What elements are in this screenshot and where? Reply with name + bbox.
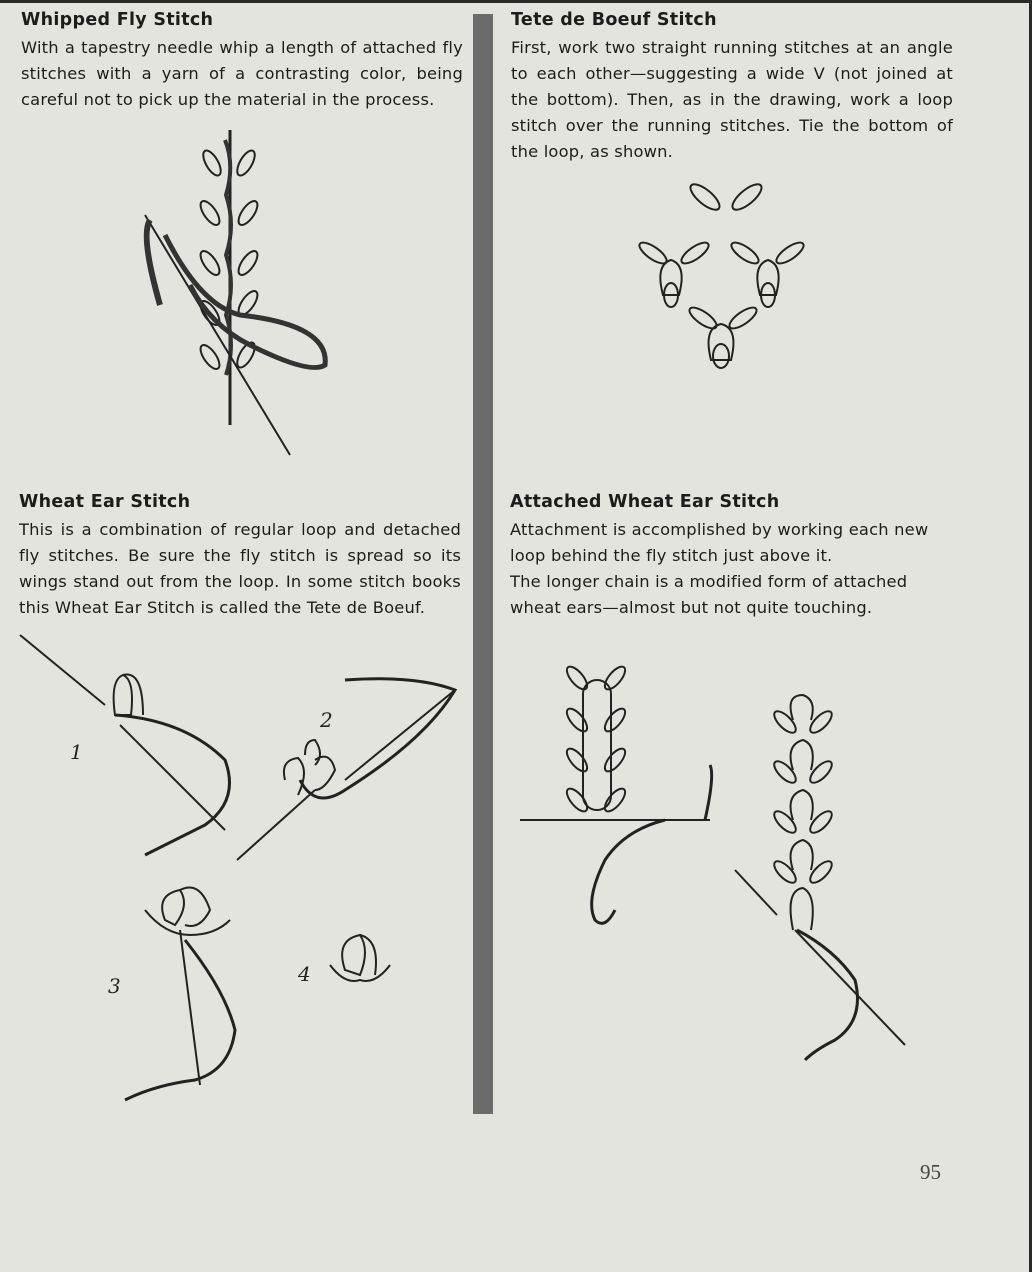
step-number: 4	[298, 962, 311, 986]
section-body-paragraph: Attachment is accomplished by working each new loop behind the fly stitch just above it.	[510, 520, 929, 565]
tete-de-boeuf-illustration	[635, 175, 815, 375]
step-number: 3	[108, 974, 121, 998]
page-number: 95	[920, 1160, 941, 1184]
attached-wheat-ear-illustration	[515, 660, 935, 1080]
wheat-ear-steps-illustration	[15, 630, 465, 1110]
whipped-fly-stitch-illustration	[130, 125, 360, 465]
section-wheat-ear-stitch	[19, 491, 461, 621]
section-body: With a tapestry needle whip a length of attached fly stitches with a yarn of a contrasting color, being careful not to pick up the material in the process.	[21, 38, 463, 109]
section-body: First, work two straight running stitches at an angle to each other—suggesting a wide V (not joined at the bottom). Then, as in the drawing, work a loop stitch over the running stitches. Tie the bottom of the loop, as shown.	[511, 38, 953, 161]
section-body	[510, 517, 952, 621]
step-number: 2	[320, 708, 333, 732]
section-tete-de-boeuf-stitch	[511, 9, 953, 165]
section-title: Attached Wheat Ear Stitch	[510, 492, 780, 512]
section-body: This is a combination of regular loop and detached fly stitches. Be sure the fly stitch is spread so its wings stand out from the loop. In some stitch books this Wheat Ear Stitch is called the Tete de Boeuf.	[19, 520, 461, 617]
section-title: Tete de Boeuf Stitch	[511, 10, 717, 30]
section-whipped-fly-stitch	[21, 9, 463, 113]
section-attached-wheat-ear-stitch	[510, 491, 952, 621]
column-divider	[473, 14, 493, 1114]
step-number: 1	[70, 740, 83, 764]
section-title: Wheat Ear Stitch	[19, 492, 191, 512]
top-border	[0, 0, 1032, 3]
section-title: Whipped Fly Stitch	[21, 10, 214, 30]
section-body-paragraph: The longer chain is a modified form of attached wheat ears—almost but not quite touching.	[510, 572, 908, 617]
